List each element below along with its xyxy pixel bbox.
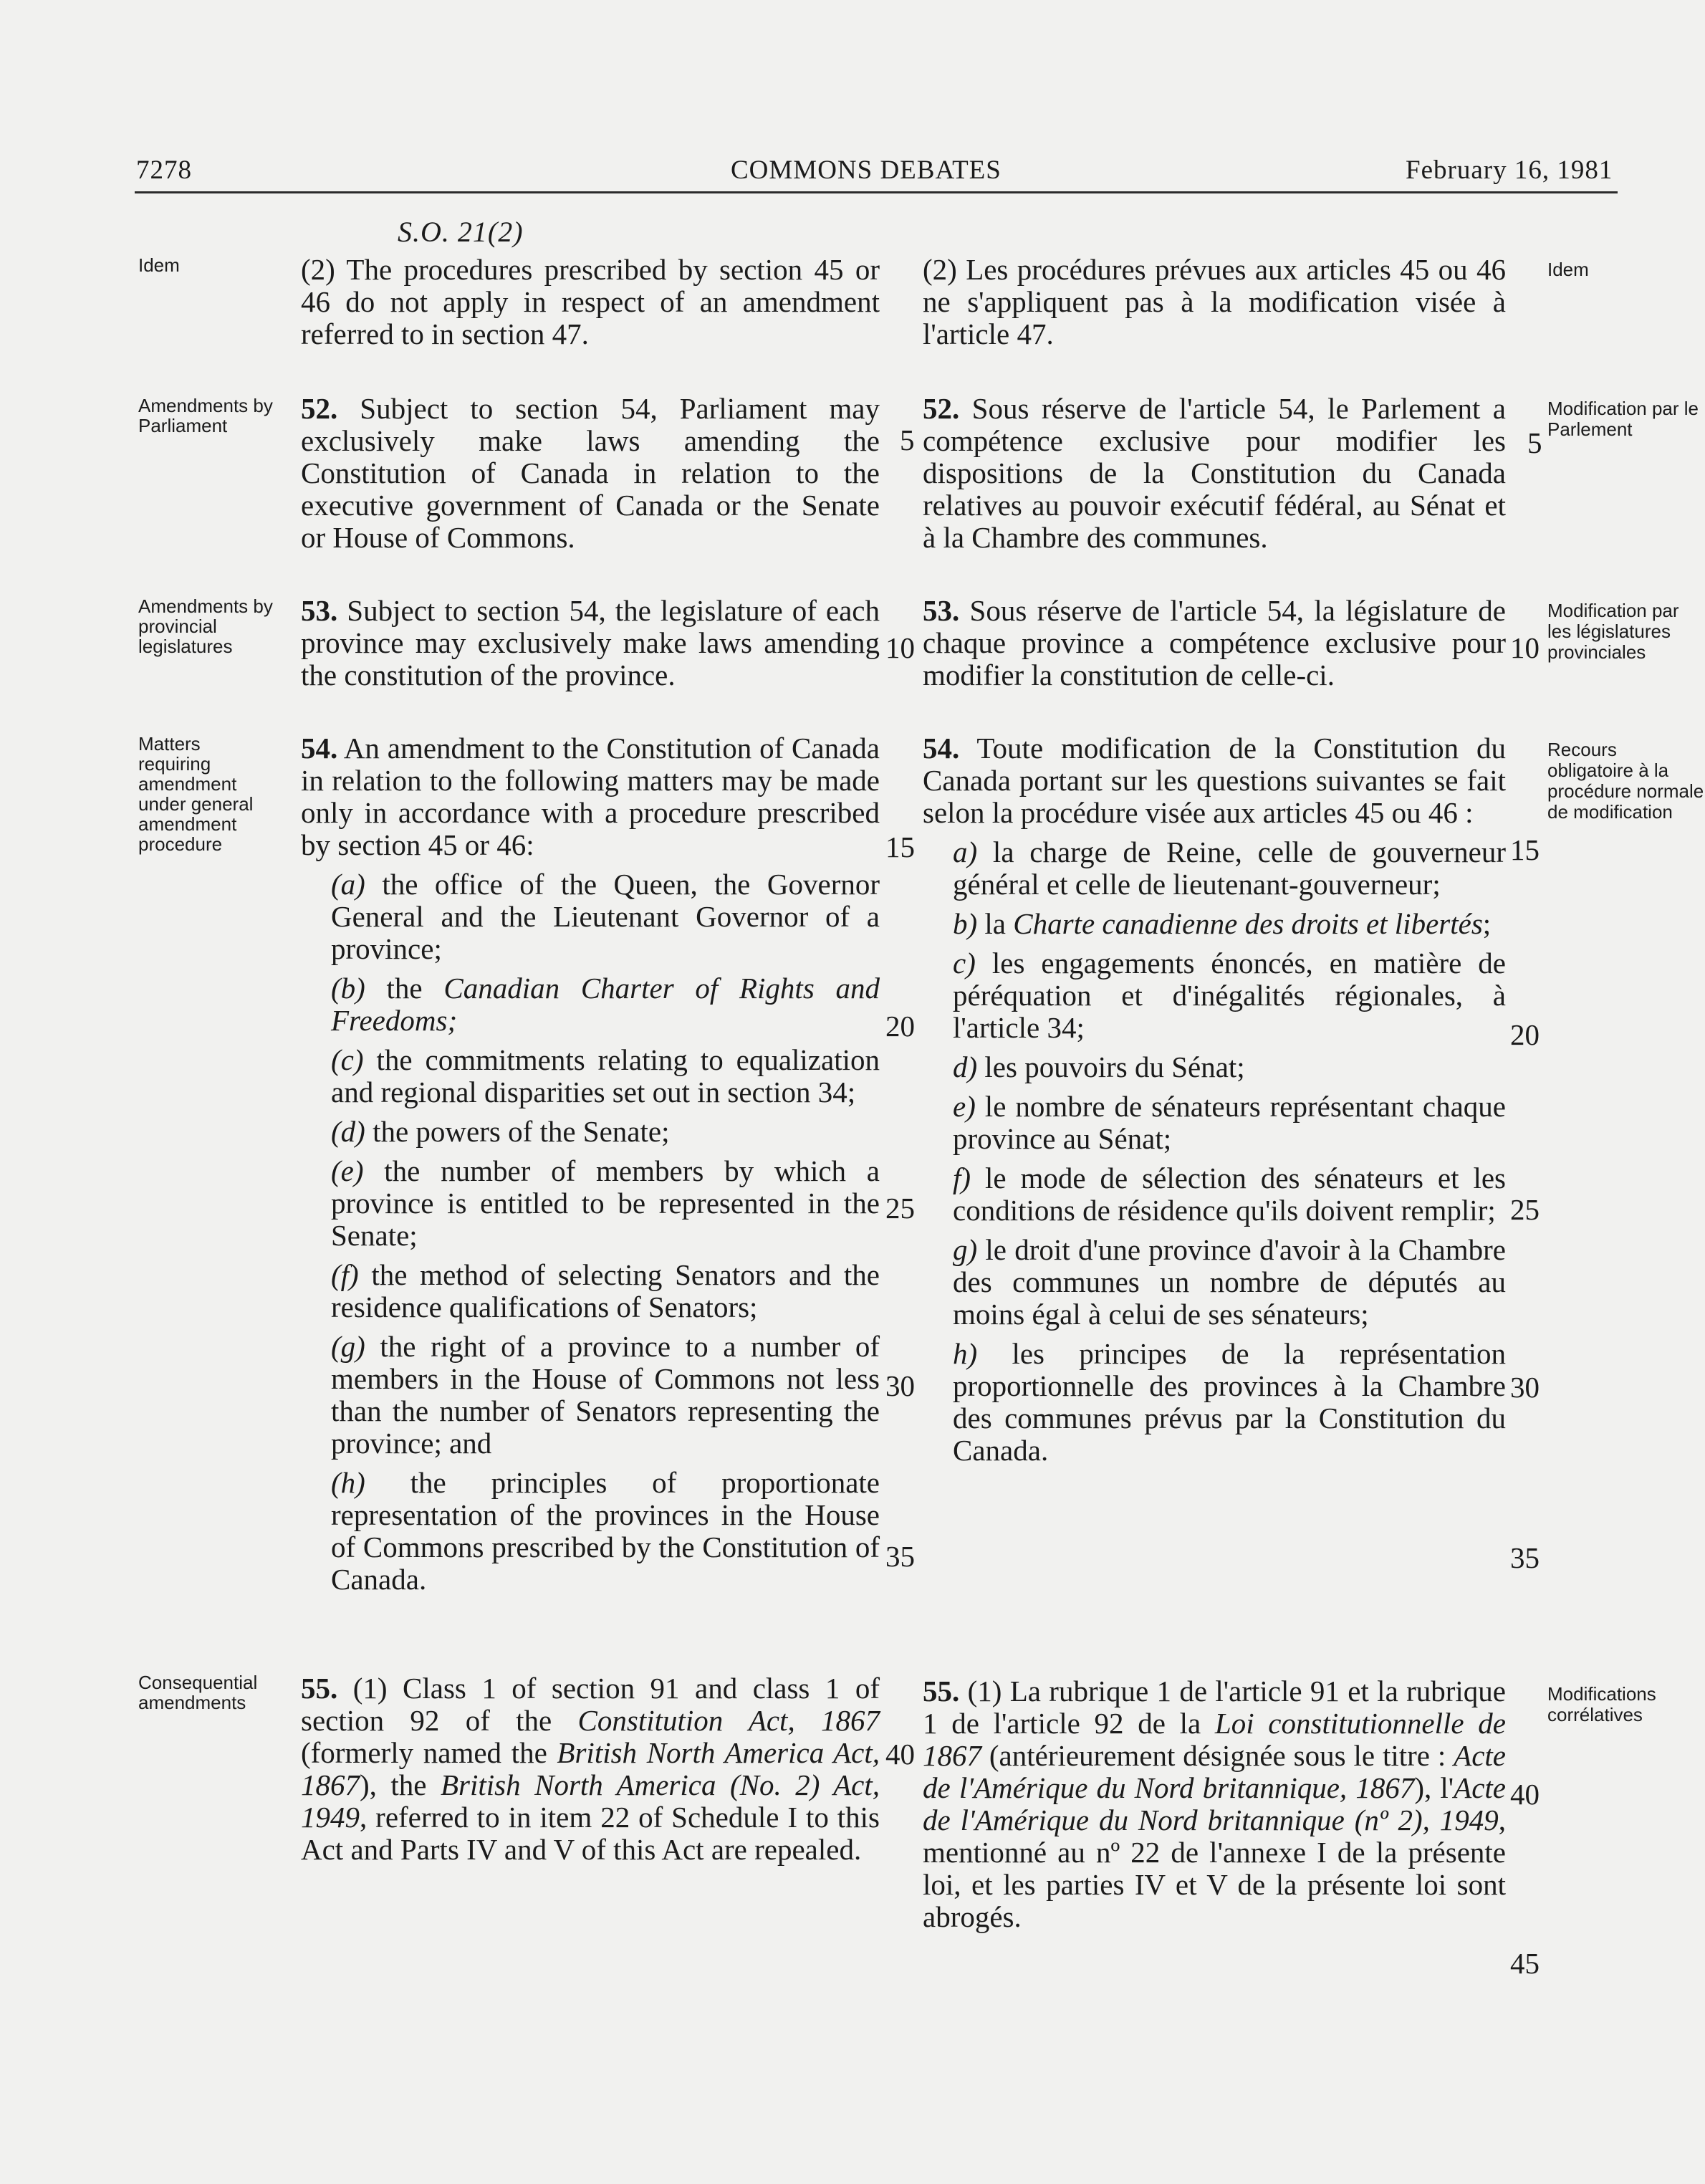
item-text: the (365, 972, 444, 1005)
text-segment: , referred to in item 22 of Schedule I to this Act and Parts IV and V of this Act are repealed. (301, 1801, 880, 1866)
line-number-center-15: 15 (885, 830, 915, 863)
section-number: 53. (301, 594, 338, 627)
list-item (923, 947, 1506, 1044)
list-item (923, 1051, 1506, 1083)
paragraph (301, 595, 880, 691)
list-item (301, 1331, 880, 1460)
item-label: (f) (331, 1258, 359, 1291)
section-text: Subject to section 54, the legislature of each province may exclusively make laws amending the constitution of the province. (301, 594, 880, 691)
item-label: (d) (331, 1115, 365, 1148)
line-number-center-40: 40 (885, 1738, 915, 1771)
line-number-right-25: 25 (1510, 1193, 1540, 1226)
item-text: the number of members by which a province is entitled to be represented in the Senate; (331, 1154, 880, 1252)
item-text: the commitments relating to equalization and regional disparities set out in section 34; (331, 1043, 880, 1108)
line-number-center-35: 35 (885, 1540, 915, 1573)
line-number-center-20: 20 (885, 1010, 915, 1043)
text-segment: , mentionné au nº 22 de l'annexe I de la présente loi, et les parties IV et V de la présente loi sont abrogés. (923, 1804, 1506, 1933)
text-segment: (1) La rubrique 1 de l'article 91 et la rubrique 1 de l'article 92 de la (923, 1675, 1506, 1740)
english-s51-2 (301, 254, 880, 350)
item-label: c) (953, 947, 976, 980)
margin-note-idem-fr: Idem (1547, 259, 1589, 280)
list-item (923, 908, 1506, 940)
section-number: 55. (923, 1675, 960, 1708)
french-s54 (923, 732, 1506, 1467)
line-number-right-30: 30 (1510, 1371, 1540, 1404)
paragraph (923, 1675, 1506, 1933)
margin-note-modification-legislatures: Modification par les législatures provinciales (1547, 600, 1679, 663)
section-number: 54. (301, 732, 338, 765)
line-number-center-25: 25 (885, 1192, 915, 1225)
item-text: the office of the Queen, the Governor General and the Lieutenant Governor of a province; (331, 868, 880, 965)
item-text: la charge de Reine, celle de gouverneur général et celle de lieutenant-gouverneur; (953, 835, 1506, 901)
item-label: d) (953, 1050, 978, 1083)
italic-segment: Loi constitutionnelle de 1867 (923, 1707, 1506, 1772)
paragraph (301, 732, 880, 861)
paragraph: (2) The procedures prescribed by section 45 or 46 do not apply in respect of an amendment referred to in section 47. (301, 253, 880, 350)
section-number: 52. (923, 392, 960, 425)
list-item (301, 868, 880, 965)
item-label: (c) (331, 1043, 364, 1076)
item-label: (g) (331, 1330, 365, 1363)
list-item (301, 972, 880, 1037)
margin-note-idem-en: Idem (138, 254, 180, 276)
text-segment: (formerly named the (301, 1736, 557, 1769)
item-label: (e) (331, 1154, 364, 1187)
item-text: les principes de la représentation proportionnelle des provinces à la Chambre des communes prévus par la Constitution du Canada. (953, 1337, 1506, 1467)
list-item (301, 1044, 880, 1108)
item-text: la (977, 907, 1014, 940)
line-number-right-5: 5 (1527, 426, 1542, 459)
section-text: Sous réserve de l'article 54, le Parlement a compétence exclusive pour modifier les dispositions de la Constitution du Canada relatives au pouvoir exécutif fédéral, au Sénat et à la Chambre des communes. (923, 392, 1506, 554)
list-item (301, 1116, 880, 1148)
paragraph (301, 1672, 880, 1866)
paragraph (923, 595, 1506, 691)
item-text: le nombre de sénateurs représentant chaque province au Sénat; (953, 1090, 1506, 1155)
item-text: ; (1482, 907, 1492, 940)
french-s55 (923, 1675, 1506, 1933)
section-number: 52. (301, 392, 338, 425)
item-label: a) (953, 835, 978, 868)
line-number-center-10: 10 (885, 631, 915, 664)
item-text: le droit d'une province d'avoir à la Chambre des communes un nombre de députés au moins égal à celui de ses sénateurs; (953, 1233, 1506, 1331)
item-label: g) (953, 1233, 978, 1266)
italic-segment: British North America (No. 2) Act, 1949 (301, 1768, 880, 1834)
english-s52 (301, 393, 880, 554)
section-number: 53. (923, 594, 960, 627)
list-item (923, 1162, 1506, 1227)
item-label: e) (953, 1090, 976, 1123)
margin-note-modification-parlement: Modification par le Parlement (1547, 398, 1699, 440)
item-label: (b) (331, 972, 365, 1005)
page-date: February 16, 1981 (1406, 155, 1613, 185)
line-number-right-10: 10 (1510, 631, 1540, 664)
line-number-right-15: 15 (1510, 833, 1540, 866)
italic-segment: Constitution Act, 1867 (577, 1704, 880, 1737)
english-s55 (301, 1672, 880, 1866)
running-title: COMMONS DEBATES (731, 155, 1002, 185)
paragraph: (2) Les procédures prévues aux articles 45 ou 46 ne s'appliquent pas à la modification visée à l'article 47. (923, 253, 1506, 350)
section-number: 54. (923, 732, 960, 765)
margin-note-amendments-provincial: Amendments by provincial legislatures (138, 595, 273, 657)
line-number-right-40: 40 (1510, 1778, 1540, 1811)
line-number-center-30: 30 (885, 1369, 915, 1402)
margin-note-recours: Recours obligatoire à la procédure normale de modification (1547, 739, 1704, 823)
english-s54 (301, 732, 880, 1596)
standing-order-reference: S.O. 21(2) (398, 216, 524, 248)
section-text: Toute modification de la Constitution du Canada portant sur les questions suivantes se fait selon la procédure visée aux articles 45 ou 46 : (923, 732, 1506, 829)
margin-note-modifications-correlatives: Modifications corrélatives (1547, 1683, 1656, 1725)
italic-segment: Acte de l'Amérique du Nord britannique, 1867 (923, 1739, 1506, 1804)
item-italic-text: Canadian Charter of Rights and Freedoms; (331, 972, 880, 1037)
list-item (301, 1155, 880, 1252)
english-s53 (301, 595, 880, 691)
item-text: the right of a province to a number of members in the House of Commons not less than the number of Senators representing the province; and (331, 1330, 880, 1460)
line-number-right-35: 35 (1510, 1541, 1540, 1574)
text-segment: (1) Class 1 of section 91 and class 1 of section 92 of the (301, 1672, 880, 1737)
text-segment: ), the (360, 1768, 441, 1801)
list-item (923, 836, 1506, 901)
item-label: h) (953, 1337, 978, 1370)
item-text: the principles of proportionate representation of the provinces in the House of Commons prescribed by the Constitution of Canada. (331, 1466, 880, 1596)
section-text: An amendment to the Constitution of Canada in relation to the following matters may be made only in accordance with a procedure prescribed by section 45 or 46: (301, 732, 880, 861)
list-item (923, 1091, 1506, 1155)
list-item (301, 1259, 880, 1323)
margin-note-matters-requiring: Matters requiring amendment under general amendment procedure (138, 733, 254, 855)
line-number-center-5: 5 (900, 423, 915, 456)
list-item (923, 1234, 1506, 1331)
paragraph (923, 732, 1506, 829)
line-number-right-20: 20 (1510, 1018, 1540, 1051)
list-item (923, 1338, 1506, 1467)
paragraph (923, 393, 1506, 554)
french-s51-2 (923, 254, 1506, 350)
margin-note-amendments-parliament: Amendments by Parliament (138, 395, 273, 436)
section-text: Subject to section 54, Parliament may exclusively make laws amending the Constitution of Canada in relation to the executive government of Canada or the Senate or House of Commons. (301, 392, 880, 554)
item-text: the powers of the Senate; (365, 1115, 670, 1148)
item-text: les pouvoirs du Sénat; (977, 1050, 1245, 1083)
item-italic-text: Charte canadienne des droits et libertés (1013, 907, 1483, 940)
page-number: 7278 (136, 155, 192, 185)
item-label: f) (953, 1162, 971, 1194)
list-item (301, 1467, 880, 1596)
item-text: le mode de sélection des sénateurs et les conditions de résidence qu'ils doivent remplir; (953, 1162, 1506, 1227)
section-number: 55. (301, 1672, 338, 1705)
french-s53 (923, 595, 1506, 691)
item-label: b) (953, 907, 978, 940)
margin-note-consequential: Consequential amendments (138, 1672, 258, 1713)
paragraph (301, 393, 880, 554)
item-text: les engagements énoncés, en matière de péréquation et d'inégalités régionales, à l'article 34; (953, 947, 1506, 1044)
italic-segment: Acte de l'Amérique du Nord britannique (nº 2), 1949 (923, 1771, 1506, 1836)
item-text: the method of selecting Senators and the residence qualifications of Senators; (331, 1258, 880, 1323)
item-label: (a) (331, 868, 365, 901)
section-text: Sous réserve de l'article 54, la législature de chaque province a compétence exclusive pour modifier la constitution de celle-ci. (923, 594, 1506, 691)
french-s52 (923, 393, 1506, 554)
italic-segment: British North America Act, 1867 (301, 1736, 880, 1801)
header-rule (135, 191, 1618, 193)
item-label: (h) (331, 1466, 365, 1499)
text-segment: (antérieurement désignée sous le titre : (981, 1739, 1454, 1772)
line-number-right-45: 45 (1510, 1947, 1540, 1980)
text-segment: ), l' (1414, 1771, 1454, 1804)
